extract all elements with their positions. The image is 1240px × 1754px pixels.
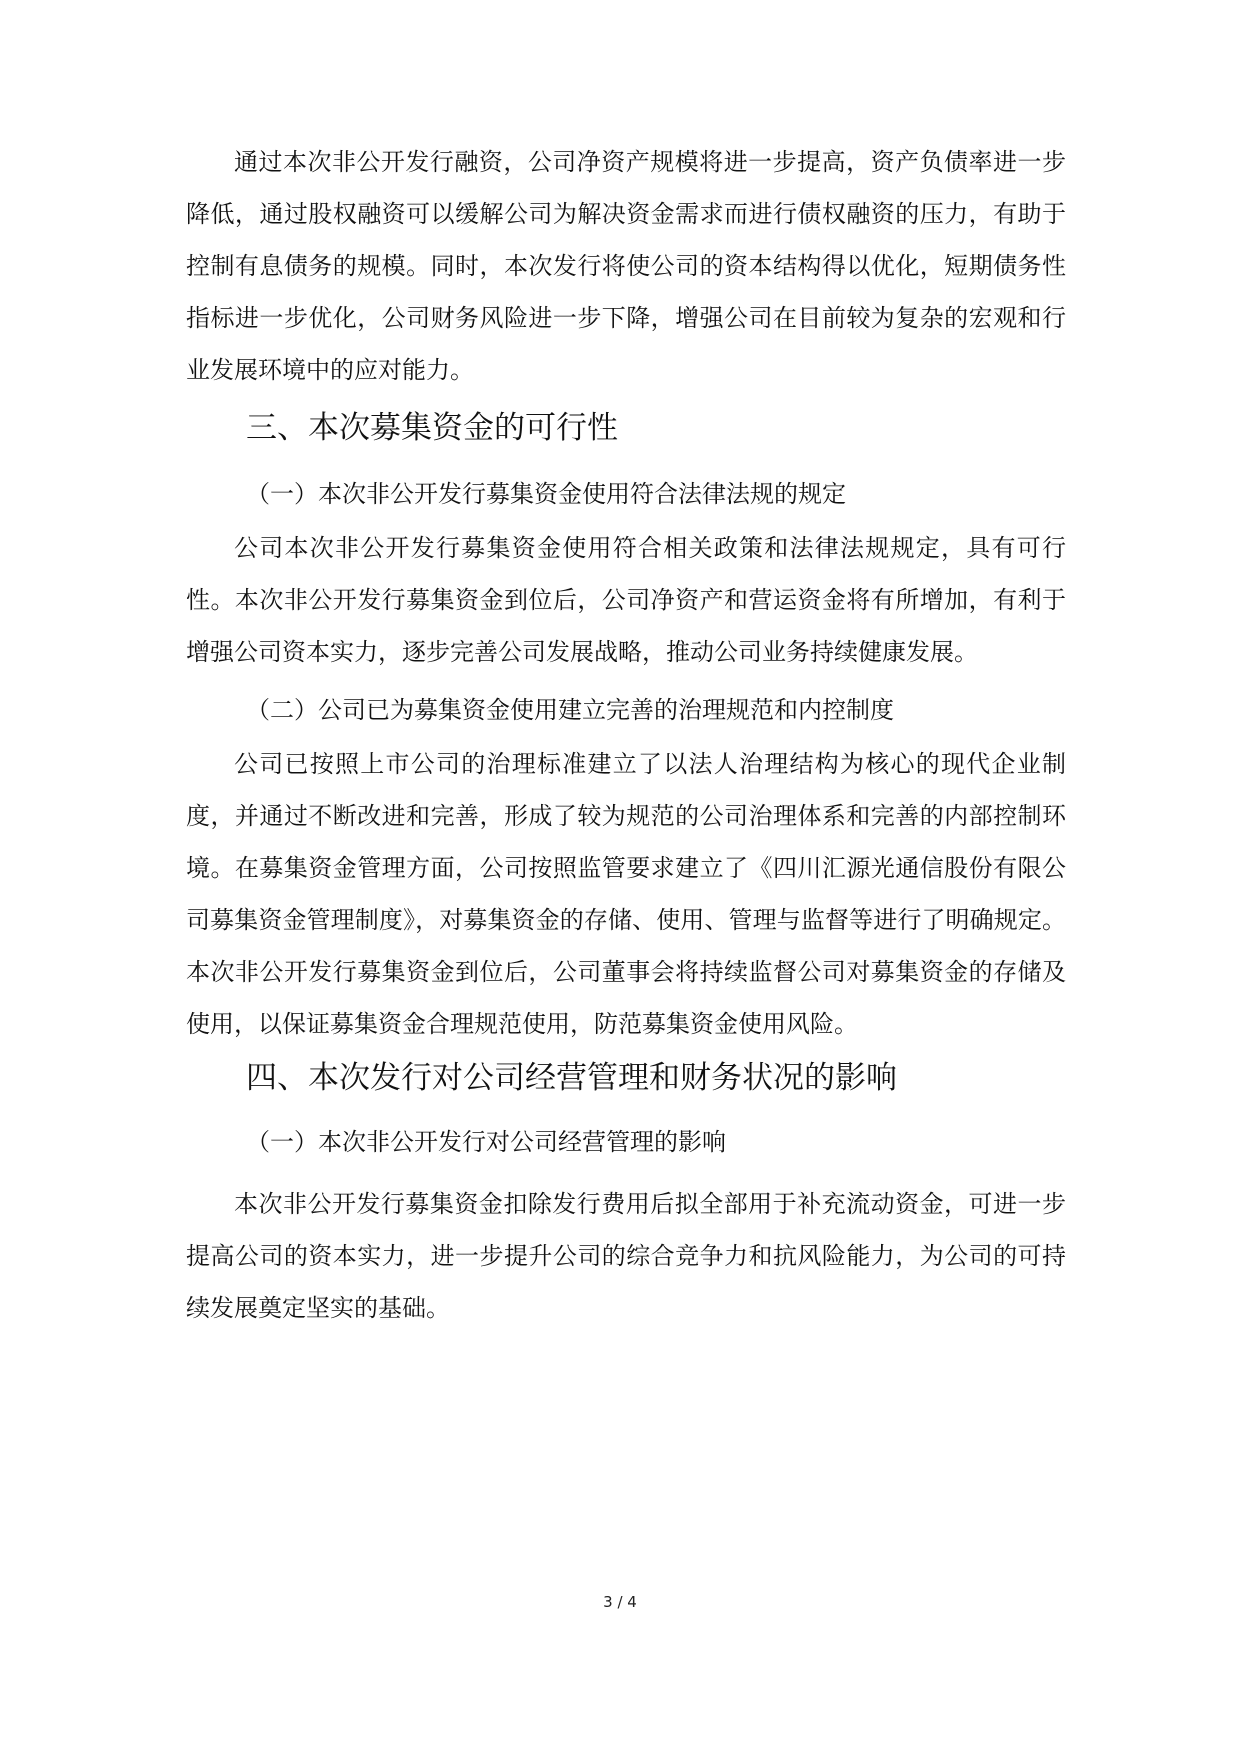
section-4-1-paragraph: 本次非公开发行募集资金扣除发行费用后拟全部用于补充流动资金，可进一步提高公司的资本实力，进一步提升公司的综合竞争力和抗风险能力，为公司的可持续发展奠定坚实的基础。 bbox=[186, 1190, 1066, 1322]
section-3-2-paragraph: 公司已按照上市公司的治理标准建立了以法人治理结构为核心的现代企业制度，并通过不断改进和完善，形成了较为规范的公司治理体系和完善的内部控制环境。在募集资金管理方面，公司按照监管要求建立了《四川汇源光通信股份有限公司募集资金管理制度》，对募集资金的存储、使用、管理与监督等进行了明确规定。本次非公开发行募集资金到位后，公司董事会将持续监督公司对募集资金的存储及使用，以保证募集资金合理规范使用，防范募集资金使用风险。 bbox=[186, 750, 1066, 1038]
section-3-1-body-block bbox=[186, 522, 1066, 678]
section-4-1-body-block bbox=[186, 1178, 1066, 1334]
section-3-heading: 三、本次募集资金的可行性 bbox=[246, 410, 618, 446]
section-3-2-body-block bbox=[186, 738, 1066, 1050]
section-4-heading-block bbox=[186, 1056, 1066, 1100]
section-3-1-heading: （一）本次非公开发行募集资金使用符合法律法规的规定 bbox=[246, 480, 846, 508]
page-number: 3 / 4 bbox=[603, 1593, 637, 1611]
section-3-1-heading-block bbox=[186, 476, 1066, 512]
section-4-heading: 四、本次发行对公司经营管理和财务状况的影响 bbox=[246, 1060, 897, 1096]
section-3-2-heading-block bbox=[186, 692, 1066, 728]
intro-paragraph: 通过本次非公开发行融资，公司净资产规模将进一步提高，资产负债率进一步降低，通过股权融资可以缓解公司为解决资金需求而进行债权融资的压力，有助于控制有息债务的规模。同时，本次发行将使公司的资本结构得以优化，短期债务性指标进一步优化，公司财务风险进一步下降，增强公司在目前较为复杂的宏观和行业发展环境中的应对能力。 bbox=[186, 148, 1066, 384]
section-4-1-heading: （一）本次非公开发行对公司经营管理的影响 bbox=[246, 1128, 726, 1156]
section-4-1-heading-block bbox=[186, 1124, 1066, 1160]
intro-block bbox=[186, 136, 1066, 396]
section-3-1-paragraph: 公司本次非公开发行募集资金使用符合相关政策和法律法规规定，具有可行性。本次非公开发行募集资金到位后，公司净资产和营运资金将有所增加，有利于增强公司资本实力，逐步完善公司发展战略，推动公司业务持续健康发展。 bbox=[186, 534, 1066, 666]
section-3-2-heading: （二）公司已为募集资金使用建立完善的治理规范和内控制度 bbox=[246, 696, 894, 724]
section-3-heading-block bbox=[186, 406, 1066, 450]
